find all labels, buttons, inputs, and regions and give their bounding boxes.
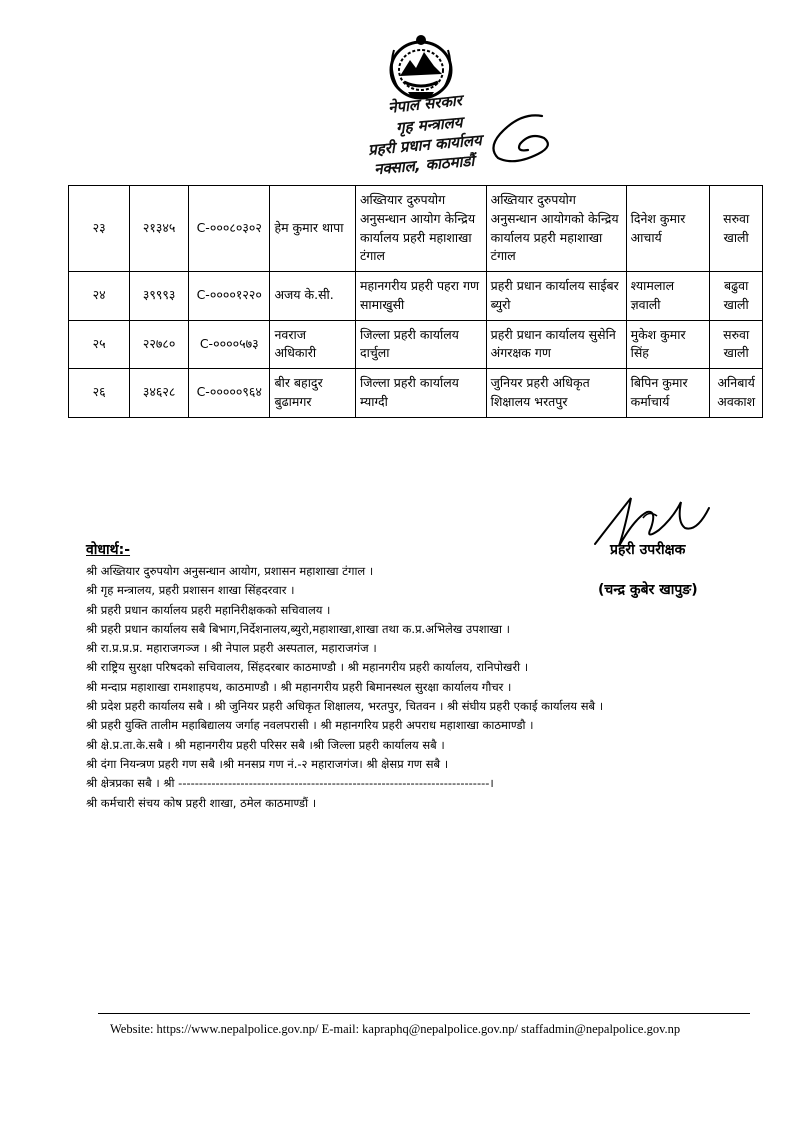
transfer-table [68, 185, 763, 418]
cell-remarks: सरुवा खाली [710, 320, 763, 369]
cell-to: अख्तियार दुरुपयोग अनुसन्धान आयोगको केन्द्रिय कार्यालय प्रहरी महाशाखा टंगाल [486, 186, 626, 272]
cell-no: २२७८० [130, 320, 189, 369]
stamp-line-government: नेपाल सरकार [387, 91, 463, 117]
cell-from: जिल्ला प्रहरी कार्यालय दार्चुला [355, 320, 486, 369]
signatory-name: (चन्द्र कुबेर खापुङ) [598, 582, 698, 598]
cell-sn: २३ [69, 186, 130, 272]
cc-heading: वोधार्थ:- [86, 542, 131, 558]
list-item: श्री प्रहरी प्रधान कार्यालय सबै बिभाग,निर्देशनालय,ब्युरो,महाशाखा,शाखा तथा क.प्र.अभिलेख उपशाखा । [86, 621, 510, 636]
list-item: श्री अख्तियार दुरुपयोग अनुसन्धान आयोग, प्रशासन महाशाखा टंगाल । [86, 564, 374, 578]
cell-to: प्रहरी प्रधान कार्यालय सुसेनि अंगरक्षक गण [486, 320, 626, 369]
cell-code: C-०००००९६४ [188, 369, 269, 418]
cell-name: बीर बहादुर बुढामगर [270, 369, 356, 418]
footer-contact: Website: https://www.nepalpolice.gov.np/ E-mail: kapraphq@nepalpolice.gov.np/ staffadmin@nepalpolice.gov.np [110, 1022, 681, 1036]
list-item: श्री गृह मन्त्रालय, प्रहरी प्रशासन शाखा सिंहदरवार । [86, 583, 295, 598]
list-item: श्री प्रदेश प्रहरी कार्यालय सबै । श्री जुनियर प्रहरी अधिकृत शिक्षालय, भरतपुर, चितवन । श्री संघीय प्रहरी एकाई कार्यालय सबै । [86, 699, 604, 714]
stamp-line-ministry: गृह मन्त्रालय [395, 113, 464, 137]
cell-remarks: सरुवा खाली [710, 186, 763, 272]
list-item: श्री क्षेत्रप्रका सबै । श्री ---------------------------------------------------------------------------। [86, 776, 494, 791]
cell-from: जिल्ला प्रहरी कार्यालय म्याग्दी [355, 369, 486, 418]
cell-recommender: श्यामलाल ज्ञवाली [626, 272, 710, 321]
cc-list [86, 562, 706, 813]
cell-recommender: बिपिन कुमार कर्माचार्य [626, 369, 710, 418]
list-item: श्री दंगा नियन्त्रण प्रहरी गण सबै ।श्री मनसप्र गण नं.-२ महाराजगंज। श्री क्षेसप्र गण सबै । [86, 756, 449, 771]
cell-recommender: मुकेश कुमार सिंह [626, 320, 710, 369]
cell-no: ३४६२८ [130, 369, 189, 418]
cell-no: २१३४५ [130, 186, 189, 272]
list-item: श्री मन्दाप्र महाशाखा रामशाहपथ, काठमाण्डौ । श्री महानगरीय प्रहरी बिमानस्थल सुरक्षा कार्यालय गौचर । [86, 679, 512, 694]
cell-remarks: बढुवा खाली [710, 272, 763, 321]
cell-sn: २४ [69, 272, 130, 321]
cell-sn: २५ [69, 320, 130, 369]
cell-code: C-००००१२२० [188, 272, 269, 321]
table-row [69, 369, 763, 418]
initial-signature [480, 108, 560, 168]
cell-name: नवराज अधिकारी [270, 320, 356, 369]
table-row [69, 320, 763, 369]
cell-recommender: दिनेश कुमार आचार्य [626, 186, 710, 272]
list-item: श्री रा.प्र.प्र.प्र. महाराजगञ्ज । श्री नेपाल प्रहरी अस्पताल, महाराजगंज । [86, 641, 377, 656]
list-item: श्री प्रहरी प्रधान कार्यालय प्रहरी महानिरीक्षकको सचिवालय । [86, 602, 331, 617]
cell-remarks: अनिबार्य अवकाश [710, 369, 763, 418]
stamp-line-location: नक्साल, काठमाडौं [373, 151, 476, 179]
stamp-line-office: प्रहरी प्रधान कार्यालय [367, 131, 483, 159]
cell-code: C-००००५७३ [188, 320, 269, 369]
cell-name: अजय के.सी. [270, 272, 356, 321]
list-item: श्री क्षे.प्र.ता.के.सबै । श्री महानगरीय प्रहरी परिसर सबै ।श्री जिल्ला प्रहरी कार्यालय सबै । [86, 737, 445, 752]
cell-no: ३९९९३ [130, 272, 189, 321]
cell-code: C-०००८०३०२ [188, 186, 269, 272]
cell-to: जुनियर प्रहरी अधिकृत शिक्षालय भरतपुर [486, 369, 626, 418]
cell-from: अख्तियार दुरुपयोग अनुसन्धान आयोग केन्द्रिय कार्यालय प्रहरी महाशाखा टंगाल [355, 186, 486, 272]
cell-name: हेम कुमार थापा [270, 186, 356, 272]
table-row [69, 272, 763, 321]
list-item: श्री राष्ट्रिय सुरक्षा परिषदको सचिवालय, सिंहदरबार काठमाण्डौ । श्री महानगरीय प्रहरी कार्यालय, रानिपोखरी । [86, 660, 529, 675]
list-item: श्री कर्मचारी संचय कोष प्रहरी शाखा, ठमेल काठमाण्डौं । [86, 795, 317, 810]
signatory-title: प्रहरी उपरीक्षक [610, 542, 686, 558]
table-row [69, 186, 763, 272]
cell-to: प्रहरी प्रधान कार्यालय साईबर ब्युरो [486, 272, 626, 321]
footer-divider [98, 1013, 750, 1014]
cell-from: महानगरीय प्रहरी पहरा गण सामाखुसी [355, 272, 486, 321]
cell-sn: २६ [69, 369, 130, 418]
list-item: श्री प्रहरी युक्ति तालीम महाबिद्यालय जर्गाह नवलपरासी । श्री महानगरिय प्रहरी अपराध महाशाखा काठमाण्डौ । [86, 718, 534, 733]
